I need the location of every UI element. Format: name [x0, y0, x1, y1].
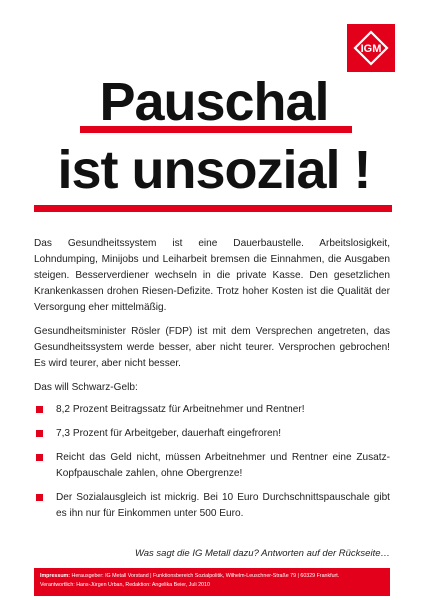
- list-item: [34, 402, 390, 418]
- imprint-label: Impressum:: [40, 573, 71, 579]
- imprint-line-2: Verantwortlich: Hans-Jürgen Urban, Redaktion: Angelika Beier, Juli 2010: [40, 582, 210, 588]
- list-item: [34, 490, 390, 522]
- igmetall-logo-icon: [347, 24, 395, 72]
- logo-letters: IGM: [360, 43, 382, 55]
- list-item-text: 7,3 Prozent für Arbeitgeber, dauerhaft eingefroren!: [56, 428, 282, 439]
- paragraph-list-lead: Das will Schwarz-Gelb:: [34, 382, 138, 393]
- headline-line-1: Pauschal: [99, 72, 329, 132]
- list-item-text: Reicht das Geld nicht, müssen Arbeitnehmer und Rentner eine Zusatz-Kopfpauschale zahlen, ohne Obergrenze!: [56, 452, 390, 479]
- list-item-text: 8,2 Prozent Beitragssatz für Arbeitnehmer und Rentner!: [56, 404, 305, 415]
- headline-underline-bottom: [34, 205, 392, 212]
- list-item-text: Der Sozialausgleich ist mickrig. Bei 10 Euro Durchschnittspauschale gibt es ihn nur für Einkommen unter 500 Euro.: [56, 492, 390, 519]
- imprint-footer: [34, 568, 390, 596]
- list-item: [34, 426, 390, 442]
- paragraph-minister: Gesundheitsminister Rösler (FDP) ist mit dem Versprechen angetreten, das Gesundheitssystem werde besser, aber nicht teurer. Versprochen gebrochen! Es wird teurer, aber nicht besser.: [34, 326, 390, 369]
- imprint-line-1: [40, 572, 384, 581]
- bullet-square-icon: [36, 430, 43, 437]
- bullet-list: [34, 402, 390, 522]
- list-item: [34, 450, 390, 482]
- tagline: Was sagt die IG Metall dazu? Antworten auf der Rückseite…: [134, 548, 390, 559]
- paragraph-intro: Das Gesundheitssystem ist eine Dauerbaustelle. Arbeitslosigkeit, Lohndumping, Minijobs und Leiharbeit bremsen die Einnahmen, die Ausgaben steigen. Besserverdiener wechseln in die private Kasse. Den gesetzlichen Krankenkassen drohen Riesen-Defizite. Trotz hoher Kosten ist die Qualität der Versorgung eher mittelmäßig.: [34, 238, 390, 313]
- imprint-publisher: Herausgeber: IG Metall Vorstand | Funktionsbereich Sozialpolitik, Wilhelm-Leuschner-Straße 79 | 60329 Frankfurt.: [71, 573, 340, 579]
- bullet-square-icon: [36, 454, 43, 461]
- bullet-square-icon: [36, 494, 43, 501]
- bullet-square-icon: [36, 406, 43, 413]
- logo-graphic: [347, 24, 395, 72]
- headline-line-2: ist unsozial !: [57, 140, 371, 200]
- body-text: [34, 236, 390, 530]
